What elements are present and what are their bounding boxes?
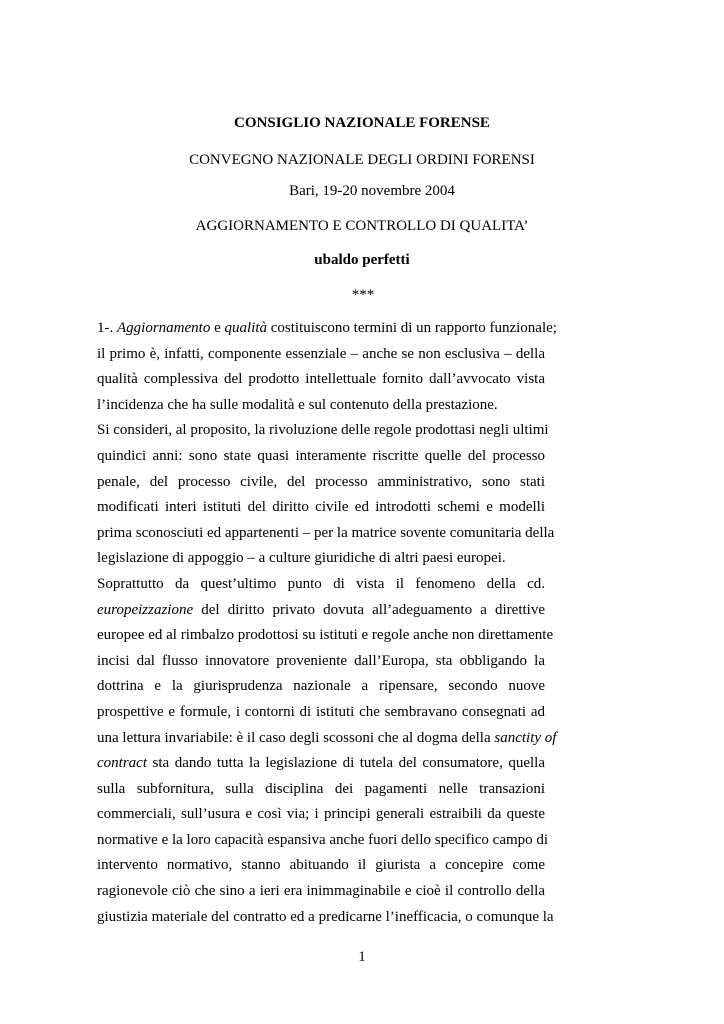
line-text: normative e la loro capacità espansiva anche fuori dello specifico campo di [97, 831, 549, 848]
place-date: Bari, 19-20 novembre 2004 [289, 183, 455, 199]
line-text: il primo è, infatti, componente essenziale – anche se non esclusiva – della [97, 345, 545, 362]
line-text: e [210, 320, 225, 336]
body-line [97, 623, 554, 649]
line-text: Si consideri, al proposito, la rivoluzione delle regole prodottasi negli ultimi [97, 422, 549, 439]
line-text: del diritto privato dovuta all’adeguamento a direttive [193, 601, 545, 618]
body-line [97, 598, 545, 624]
body-line [97, 521, 555, 547]
line-text: intervento normativo, stanno abituando il giurista a concepire come [97, 857, 545, 874]
body-line [97, 649, 545, 675]
body-line [97, 342, 545, 368]
line-text: costituiscono termini di un rapporto funzionale; [267, 320, 557, 336]
body-line [97, 853, 545, 879]
event-heading: CONVEGNO NAZIONALE DEGLI ORDINI FORENSI [189, 152, 535, 168]
line-text: prima sconosciuti ed appartenenti – per la matrice sovente comunitaria della [97, 524, 555, 541]
line-text: quindici anni: sono state quasi interamente riscritte quelle del processo [97, 447, 545, 464]
line-text: sulla subfornitura, sulla disciplina dei pagamenti nelle transazioni [97, 780, 545, 797]
body-line [97, 700, 545, 726]
italic-term: contract [97, 755, 147, 772]
body-line [97, 546, 545, 572]
italic-term: qualità [224, 320, 268, 336]
body-line [97, 444, 545, 470]
document-title: AGGIORNAMENTO E CONTROLLO DI QUALITA’ [195, 218, 529, 234]
line-text: 1-. [97, 320, 117, 336]
line-text: modificati interi istituti del diritto civile ed introdotti schemi e modelli [97, 499, 545, 516]
line-text: una lettura invariabile: è il caso degli scossoni che al dogma della [97, 729, 495, 746]
line-text: europee ed al rimbalzo prodottosi su istituti e regole anche non direttamente [97, 627, 554, 644]
body-line [97, 777, 545, 803]
body-line [97, 828, 549, 854]
body-line [97, 495, 545, 521]
line-text: qualità complessiva del prodotto intellettuale fornito dall’avvocato vista [97, 371, 545, 388]
line-text: penale, del processo civile, del processo amministrativo, sono stati [97, 473, 545, 490]
line-text: incisi dal flusso innovatore proveniente dall’Europa, sta obbligando la [97, 652, 545, 669]
body-line [97, 418, 549, 444]
body-line [97, 879, 545, 905]
line-text: Soprattutto da quest’ultimo punto di vista il fenomeno della cd. [97, 575, 545, 592]
body-line [97, 802, 545, 828]
line-text: sta dando tutta la legislazione di tutela del consumatore, quella [147, 755, 545, 772]
body-line [97, 367, 545, 393]
body-line [97, 470, 545, 496]
body-line [97, 726, 557, 752]
body-text [97, 316, 557, 930]
line-text: legislazione di appoggio – a culture giuridiche di altri paesi europei. [97, 550, 506, 567]
body-line [97, 905, 554, 931]
italic-term: sanctity of [494, 729, 557, 746]
body-line [97, 674, 545, 700]
line-text: prospettive e formule, i contorni di istituti che sembravano consegnati ad [97, 703, 545, 720]
line-text: l’incidenza che ha sulle modalità e sul contenuto della prestazione. [97, 396, 498, 413]
body-line [97, 572, 545, 598]
body-line [97, 751, 545, 777]
section-separator: *** [351, 287, 375, 303]
author-name: ubaldo perfetti [314, 252, 410, 268]
line-text: ragionevole ciò che sino a ieri era inimmaginabile e cioè il controllo della [97, 883, 545, 900]
body-line [97, 316, 557, 342]
page-number: 1 [358, 949, 366, 965]
body-line [97, 393, 545, 419]
org-heading: CONSIGLIO NAZIONALE FORENSE [234, 115, 490, 131]
italic-term: Aggiornamento [117, 320, 211, 336]
line-text: giustizia materiale del contratto ed a predicarne l’inefficacia, o comunque la [97, 908, 554, 925]
italic-term: europeizzazione [97, 601, 194, 618]
line-text: dottrina e la giurisprudenza nazionale a ripensare, secondo nuove [97, 678, 545, 695]
line-text: commerciali, sull’usura e così via; i principi generali estraibili da queste [97, 806, 545, 823]
